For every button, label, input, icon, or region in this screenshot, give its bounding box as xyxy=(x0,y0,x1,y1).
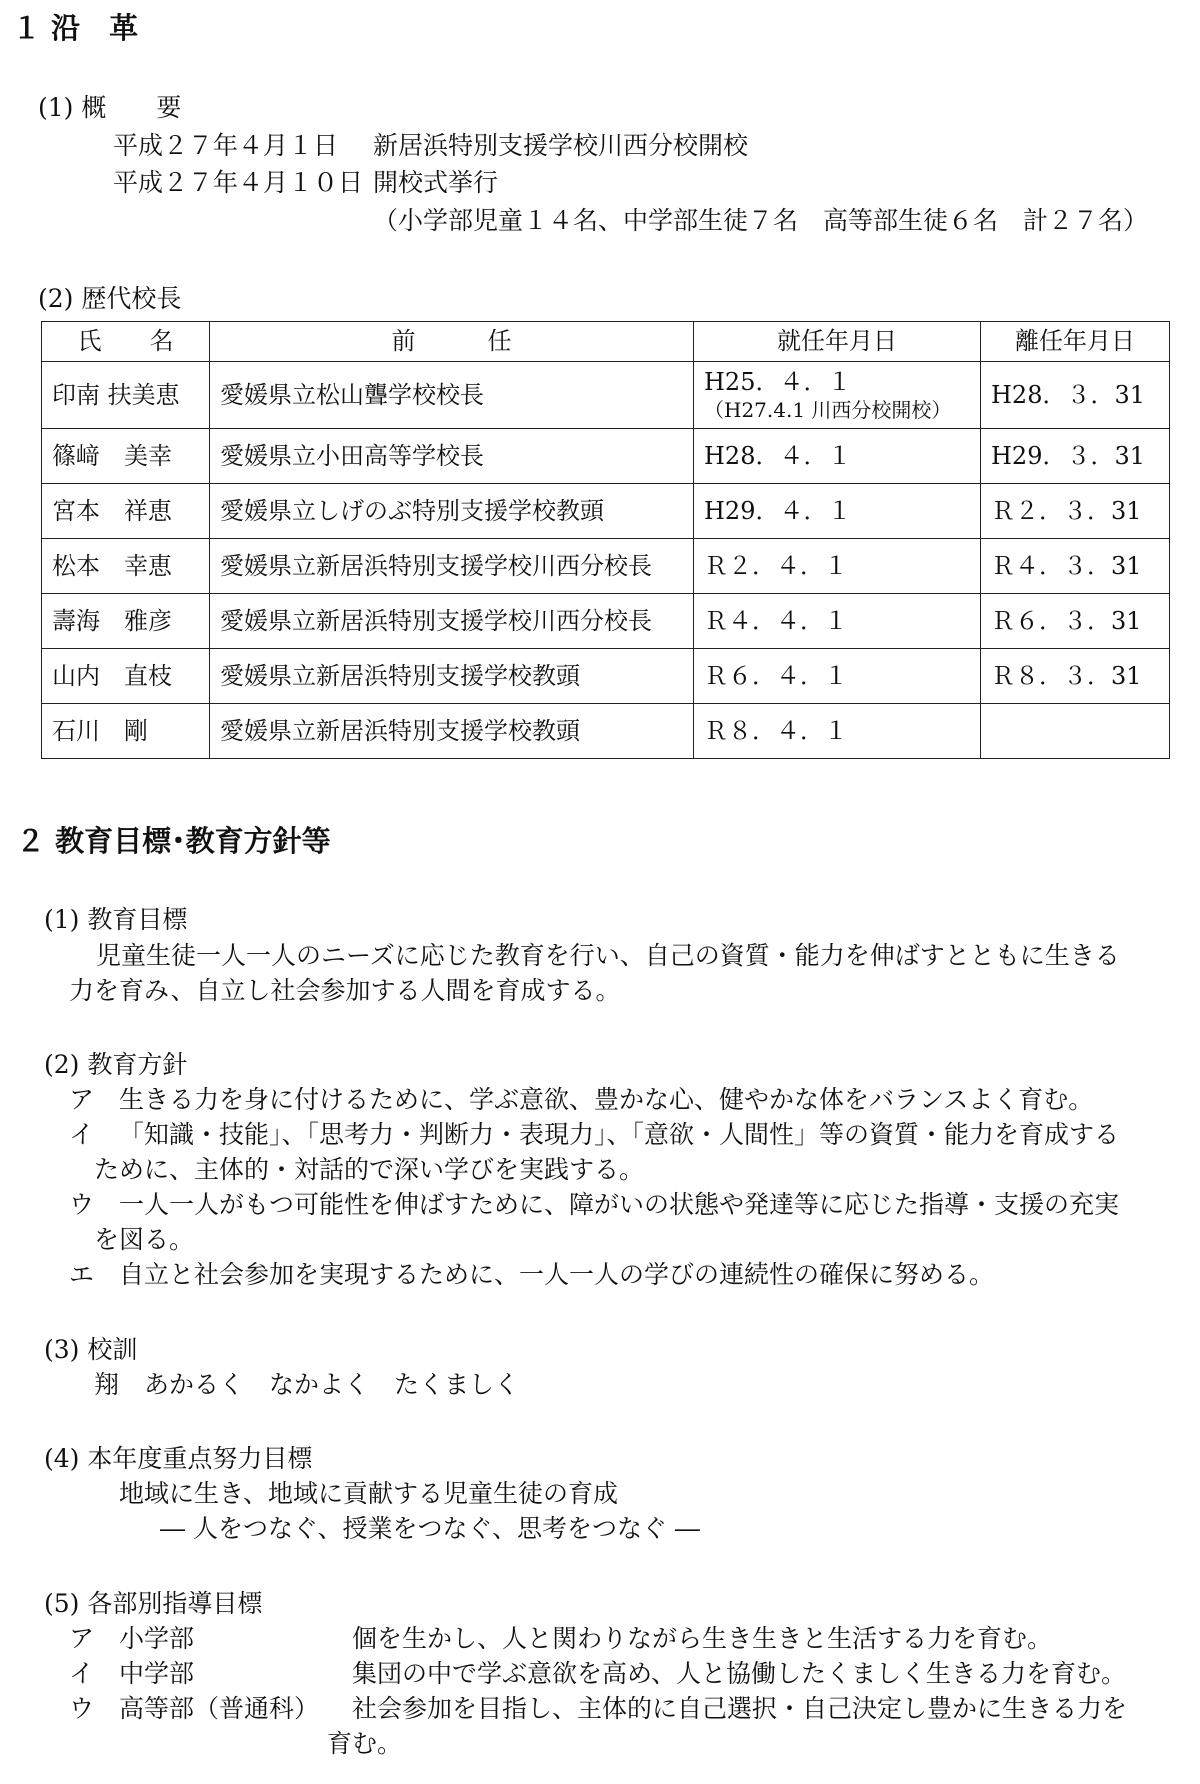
dept-goal-high: 社会参加を目指し、主体的に自己選択・自己決定し豊かに生きる力を xyxy=(352,1694,1128,1723)
goal-title: (1) 教育目標 xyxy=(44,905,188,934)
principal-previous: 愛媛県立新居浜特別支援学校川西分校長 xyxy=(210,539,694,594)
header-name: 氏 名 xyxy=(42,322,210,362)
policy-mark-u: ウ xyxy=(69,1190,95,1219)
policy-title: (2) 教育方針 xyxy=(44,1050,188,1079)
principal-name: 印南 扶美恵 xyxy=(42,362,210,429)
goal-text-line-2: 力を育み、自立し社会参加する人間を育成する。 xyxy=(69,976,621,1005)
principal-start: Ｒ６．４．１ xyxy=(694,649,981,704)
policy-text-e: 自立と社会参加を実現するために、一人一人の学びの連続性の確保に努める。 xyxy=(119,1260,995,1289)
table-row xyxy=(42,649,1170,704)
dept-name-junior-high: 中学部 xyxy=(119,1659,195,1688)
dept-goal-junior-high: 集団の中で学ぶ意欲を高め、人と協働したくましく生きる力を育む。 xyxy=(352,1659,1127,1688)
principal-end: Ｒ８．３．31 xyxy=(981,649,1170,704)
principal-previous: 愛媛県立新居浜特別支援学校教頭 xyxy=(210,704,694,759)
policy-text-a: 生きる力を身に付けるために、学ぶ意欲、豊かな心、健やかな体をバランスよく育む。 xyxy=(119,1085,1094,1114)
policy-text-i-cont: ために、主体的・対話的で深い学びを実践する。 xyxy=(94,1155,645,1184)
motto-title: (3) 校訓 xyxy=(44,1335,138,1364)
principals-table xyxy=(41,321,1170,759)
header-end-date: 離任年月日 xyxy=(981,322,1170,362)
policy-text-i: 「知識・技能」、「思考力・判断力・表現力」、「意欲・人間性」等の資質・能力を育成する xyxy=(119,1120,1120,1149)
goal-text-line-1: 児童生徒一人一人のニーズに応じた教育を行い、自己の資質・能力を伸ばすとともに生きる xyxy=(96,941,1120,970)
policy-mark-e: エ xyxy=(69,1260,95,1289)
principal-name: 石川 剛 xyxy=(42,704,210,759)
policy-text-u: 一人一人がもつ可能性を伸ばすために、障がいの状態や発達等に応じた指導・支援の充実 xyxy=(119,1190,1120,1219)
principal-start: Ｒ２．４．１ xyxy=(694,539,981,594)
policy-mark-i: イ xyxy=(69,1120,95,1149)
table-row xyxy=(42,362,1170,429)
principal-end xyxy=(981,704,1170,759)
overview-event-1: 新居浜特別支援学校川西分校開校 xyxy=(373,131,749,160)
principal-start: H28．４．１ xyxy=(694,429,981,484)
dept-goal-high-cont: 育む。 xyxy=(327,1729,403,1758)
table-row xyxy=(42,539,1170,594)
principals-title: (2) 歴代校長 xyxy=(38,284,182,313)
principal-name: 山内 直枝 xyxy=(42,649,210,704)
principal-start-note: （H27.4.1 川西分校開校） xyxy=(704,398,952,423)
section-2-heading: ２ 教育目標･教育方針等 xyxy=(16,824,331,858)
principal-end: H29．３．31 xyxy=(981,429,1170,484)
overview-date-1: 平成２７年４月１日 xyxy=(113,131,339,160)
section-1-heading: １ 沿 革 xyxy=(12,11,139,45)
principal-end: Ｒ２．３．31 xyxy=(981,484,1170,539)
table-row xyxy=(42,704,1170,759)
dept-mark-u: ウ xyxy=(69,1694,95,1723)
principal-name: 壽海 雅彦 xyxy=(42,594,210,649)
principal-name: 松本 幸恵 xyxy=(42,539,210,594)
principal-start-cell xyxy=(694,362,981,429)
principal-end: Ｒ６．３．31 xyxy=(981,594,1170,649)
table-header-row xyxy=(42,322,1170,362)
principal-start: Ｒ８．４．１ xyxy=(694,704,981,759)
header-previous: 前 任 xyxy=(210,322,694,362)
overview-date-2: 平成２７年４月１０日 xyxy=(113,168,364,197)
table-row xyxy=(42,429,1170,484)
principal-end: H28．３．31 xyxy=(981,362,1170,429)
principal-previous: 愛媛県立新居浜特別支援学校教頭 xyxy=(210,649,694,704)
header-start-date: 就任年月日 xyxy=(694,322,981,362)
overview-title: (1) 概 要 xyxy=(38,93,182,122)
overview-event-2: 開校式挙行 xyxy=(373,168,499,197)
dept-name-high: 高等部（普通科） xyxy=(119,1694,320,1723)
principal-previous: 愛媛県立しげのぶ特別支援学校教頭 xyxy=(210,484,694,539)
policy-mark-a: ア xyxy=(69,1085,95,1114)
policy-text-u-cont: を図る。 xyxy=(94,1225,195,1254)
table-row xyxy=(42,594,1170,649)
overview-note: （小学部児童１４名、中学部生徒７名 高等部生徒６名 計２７名） xyxy=(373,206,1149,235)
principal-start: Ｒ４．４．１ xyxy=(694,594,981,649)
principal-previous: 愛媛県立新居浜特別支援学校川西分校長 xyxy=(210,594,694,649)
principal-previous: 愛媛県立松山聾学校校長 xyxy=(210,362,694,429)
principal-previous: 愛媛県立小田高等学校長 xyxy=(210,429,694,484)
priority-subtext: ― 人をつなぐ、授業をつなぐ、思考をつなぐ ― xyxy=(160,1514,700,1543)
principal-name: 篠﨑 美幸 xyxy=(42,429,210,484)
dept-title: (5) 各部別指導目標 xyxy=(44,1589,263,1618)
dept-goal-elementary: 個を生かし、人と関わりながら生き生きと生活する力を育む。 xyxy=(352,1624,1053,1653)
dept-mark-a: ア xyxy=(69,1624,95,1653)
priority-text: 地域に生き、地域に貢献する児童生徒の育成 xyxy=(119,1479,619,1508)
principal-name: 宮本 祥恵 xyxy=(42,484,210,539)
motto-text: 翔 あかるく なかよく たくましく xyxy=(94,1370,520,1399)
principal-start: H29．４．１ xyxy=(694,484,981,539)
priority-title: (4) 本年度重点努力目標 xyxy=(44,1444,313,1473)
principal-start: H25．４．１ xyxy=(704,367,852,396)
table-row xyxy=(42,484,1170,539)
dept-mark-i: イ xyxy=(69,1659,95,1688)
dept-name-elementary: 小学部 xyxy=(119,1624,195,1653)
principal-end: Ｒ４．３．31 xyxy=(981,539,1170,594)
